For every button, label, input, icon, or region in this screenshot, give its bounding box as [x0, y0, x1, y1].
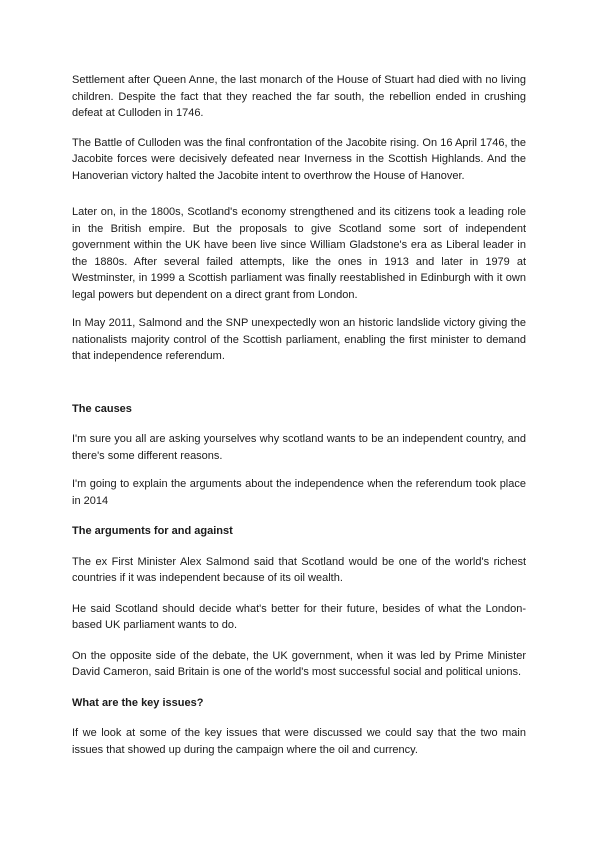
paragraph-explain-arguments: I'm going to explain the arguments about the independence when the referendum took place in 2014 — [72, 478, 526, 507]
paragraph-1800s-economy: Later on, in the 1800s, Scotland's economy strengthened and its citizens took a leading role in the British empire. But the proposals to give Scotland some sort of independent government within the UK have been live since William Gladstone's era as Liberal leader in the 1880s. After several failed attempts, like the ones in 1913 and later in 1979 at Westminster, in 1999 a Scottish parliament was finally reestablished in Edinburgh with it own legal powers but dependent on a direct grant from London. — [72, 206, 526, 301]
paragraph-uk-government: On the opposite side of the debate, the UK government, when it was led by Prime Minister David Cameron, said Britain is one of the world's most successful social and political unions. — [72, 649, 526, 678]
paragraph-battle-of-culloden: The Battle of Culloden was the final confrontation of the Jacobite rising. On 16 April 1746, the Jacobite forces were decisively defeated near Inverness in the Scottish Highlands. And the Hanoverian victory halted the Jacobite intent to overthrow the House of Hanover. — [72, 136, 526, 182]
paragraph-salmond-oil: The ex First Minister Alex Salmond said that Scotland would be one of the world's richest countries if it was independent because of its oil wealth. — [72, 555, 526, 584]
heading-the-causes: The causes — [72, 402, 132, 415]
paragraph-scotland-decide: He said Scotland should decide what's better for their future, besides of what the London-based UK parliament wants to do. — [72, 602, 526, 631]
document-page — [72, 72, 526, 758]
paragraph-may-2011: In May 2011, Salmond and the SNP unexpectedly won an historic landslide victory giving the nationalists majority control of the Scottish parliament, enabling the first minister to demand that independence referendum. — [72, 317, 526, 362]
paragraph-causes-intro: I'm sure you all are asking yourselves why scotland wants to be an independent country, and there's some different reasons. — [72, 433, 526, 462]
paragraph-settlement: Settlement after Queen Anne, the last monarch of the House of Stuart had died with no living children. Despite the fact that they reached the far south, the rebellion ended in crushing defeat at Culloden in 1746. — [72, 74, 526, 119]
heading-arguments-for-against: The arguments for and against — [72, 525, 233, 537]
paragraph-key-issues: If we look at some of the key issues that were discussed we could say that the two main issues that showed up during the campaign where the oil and currency. — [72, 727, 526, 756]
heading-key-issues: What are the key issues? — [72, 696, 204, 709]
